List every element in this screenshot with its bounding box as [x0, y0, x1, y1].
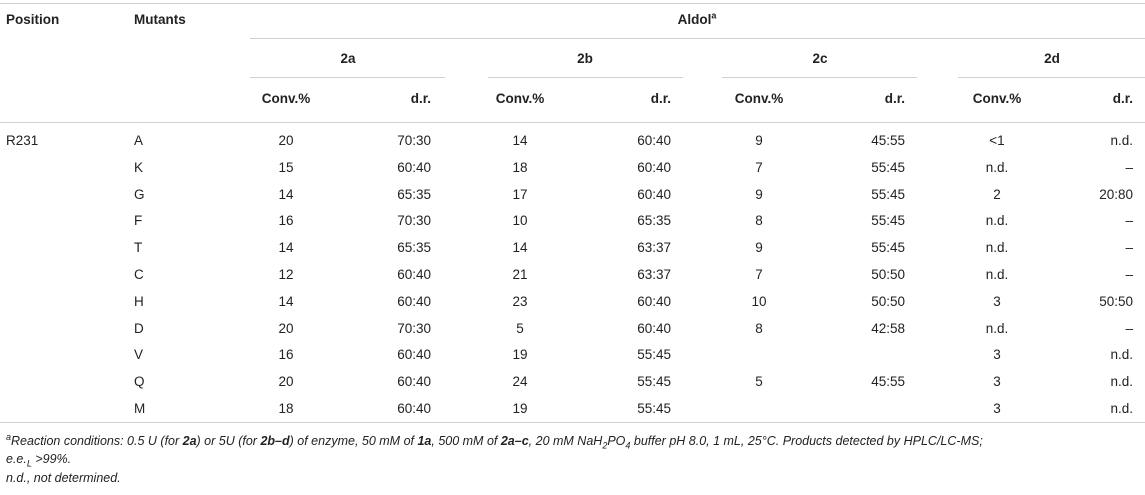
conv-cell-2b: 5	[516, 320, 524, 336]
conv-cell-2d: 2	[993, 186, 1001, 202]
conv-header-2c: Conv.%	[734, 91, 784, 106]
dr-cell-2b: 55:45	[637, 374, 671, 390]
conv-cell-2a: 15	[278, 159, 294, 175]
position-value: R231	[6, 133, 39, 148]
dr-cell-2c: 45:55	[871, 374, 905, 390]
dr-cell-2d: n.d.	[1110, 347, 1133, 363]
conv-cell-2b: 14	[512, 240, 528, 256]
header-aldol-sup: a	[711, 10, 717, 21]
conv-cell-2c: 8	[755, 213, 763, 229]
dr-cell-2c: 45:55	[871, 133, 905, 148]
dr-header-2c: d.r.	[884, 91, 905, 106]
conv-header-2b: Conv.%	[495, 91, 545, 106]
footnote-sub: 4	[625, 440, 631, 451]
footnote-text: PO	[607, 434, 626, 448]
dr-cell-2d: n.d.	[1110, 133, 1133, 148]
footnote-bold: 2b–d	[260, 434, 290, 448]
conv-header-2a: Conv.%	[261, 91, 311, 106]
dr-cell-2a: 70:30	[397, 213, 431, 229]
header-mutants: Mutants	[134, 12, 186, 27]
group-rule-2a	[250, 77, 445, 78]
dr-cell-2b: 63:37	[637, 267, 671, 282]
conv-cell-2a: 12	[278, 267, 294, 282]
dr-cell-2b: 63:37	[637, 240, 671, 256]
mutant-cell: C	[134, 267, 144, 282]
conv-cell-2a: 14	[278, 186, 294, 202]
dr-cell-2b: 60:40	[637, 186, 671, 202]
footnote-text: ) or 5U (for	[196, 434, 261, 448]
conv-cell-2b: 21	[512, 267, 528, 282]
dr-cell-2d: 50:50	[1099, 293, 1133, 309]
dr-header-2b: d.r.	[650, 91, 671, 106]
dr-cell-2a: 60:40	[397, 159, 431, 175]
footnote-line-3: n.d., not determined.	[6, 471, 121, 485]
footnote-line-1	[6, 433, 983, 449]
dr-cell-2d: –	[1125, 267, 1133, 282]
conv-cell-2d: <1	[989, 133, 1005, 148]
group-rule-2c	[722, 77, 917, 78]
group-rule-2d	[958, 77, 1145, 78]
mutant-cell: G	[134, 186, 145, 202]
footnote-sub: L	[26, 458, 32, 469]
conv-cell-2b: 23	[512, 293, 528, 309]
dr-cell-2c: 55:45	[871, 213, 905, 229]
footnote-text: , 20 mM NaH	[528, 434, 603, 448]
dr-cell-2b: 60:40	[637, 320, 671, 336]
footnote-bold: 2a	[182, 434, 197, 448]
conv-header-2d: Conv.%	[972, 91, 1022, 106]
group-rule-2b	[488, 77, 683, 78]
conv-cell-2d: 3	[993, 293, 1001, 309]
dr-cell-2a: 60:40	[397, 401, 431, 416]
dr-cell-2d: n.d.	[1110, 401, 1133, 416]
conv-cell-2d: n.d.	[985, 159, 1009, 175]
dr-cell-2c: 42:58	[871, 320, 905, 336]
mutant-cell: F	[134, 213, 143, 229]
dr-cell-2d: –	[1125, 320, 1133, 336]
conv-cell-2d: 3	[993, 374, 1001, 390]
footnote-text: >99%.	[31, 452, 72, 466]
conv-cell-2b: 17	[512, 186, 528, 202]
conv-cell-2d: n.d.	[985, 240, 1009, 256]
mutant-cell: K	[134, 159, 144, 175]
group-header-2c: 2c	[812, 51, 828, 66]
conv-cell-2c: 7	[755, 267, 763, 282]
header-aldol	[678, 12, 717, 28]
body-bottom-rule	[0, 422, 1145, 423]
conv-cell-2c: 8	[755, 320, 763, 336]
footnote-text: Reaction conditions: 0.5 U (for	[11, 434, 183, 448]
dr-cell-2d: –	[1125, 240, 1133, 256]
dr-cell-2b: 60:40	[637, 293, 671, 309]
group-header-2b: 2b	[577, 51, 593, 66]
dr-cell-2a: 60:40	[397, 293, 431, 309]
footnote-sub: 2	[602, 440, 608, 451]
conv-cell-2d: 3	[993, 347, 1001, 363]
dr-cell-2c: 55:45	[871, 159, 905, 175]
conv-cell-2d: 3	[993, 401, 1001, 416]
dr-cell-2a: 60:40	[397, 374, 431, 390]
conv-cell-2a: 14	[278, 293, 294, 309]
header-aldol-text: Aldol	[677, 12, 712, 27]
conv-cell-2b: 18	[512, 159, 528, 175]
header-position: Position	[6, 12, 60, 27]
top-rule	[0, 3, 1145, 4]
dr-cell-2d: 20:80	[1099, 186, 1133, 202]
dr-cell-2d: –	[1125, 159, 1133, 175]
footnote-bold: 2a–c	[500, 434, 529, 448]
footnote-text: , 500 mM of	[431, 434, 501, 448]
conv-cell-2a: 20	[278, 320, 294, 336]
footnote-bold: 1a	[417, 434, 432, 448]
mutant-cell: D	[134, 320, 144, 336]
dr-cell-2b: 60:40	[637, 133, 671, 148]
dr-cell-2a: 60:40	[397, 267, 431, 282]
footnote-text: ) of enzyme, 50 mM of	[289, 434, 418, 448]
mutant-cell: V	[134, 347, 144, 363]
conv-cell-2c: 7	[755, 159, 763, 175]
mutant-cell: T	[134, 240, 143, 256]
dr-cell-2b: 60:40	[637, 159, 671, 175]
group-header-2a: 2a	[340, 51, 356, 66]
dr-cell-2b: 55:45	[637, 401, 671, 416]
conv-cell-2b: 24	[512, 374, 528, 390]
conv-cell-2a: 18	[278, 401, 294, 416]
aldol-rule	[250, 38, 1145, 39]
dr-cell-2a: 65:35	[397, 240, 431, 256]
mutant-cell: M	[134, 401, 146, 416]
footnote-sup: a	[6, 431, 12, 442]
dr-cell-2a: 60:40	[397, 347, 431, 363]
conv-cell-2a: 20	[278, 374, 294, 390]
footnote-line-2	[6, 451, 71, 467]
dr-cell-2c: 50:50	[871, 293, 905, 309]
mutant-cell: A	[134, 133, 144, 148]
group-header-2d: 2d	[1044, 51, 1060, 66]
dr-cell-2a: 65:35	[397, 186, 431, 202]
footnote-text: buffer pH 8.0, 1 mL, 25°C. Products detected by HPLC/LC-MS;	[630, 434, 983, 448]
dr-cell-2b: 65:35	[637, 213, 671, 229]
dr-cell-2d: n.d.	[1110, 374, 1133, 390]
conv-cell-2b: 19	[512, 401, 528, 416]
dr-cell-2b: 55:45	[637, 347, 671, 363]
conv-cell-2a: 20	[278, 133, 294, 148]
dr-header-2a: d.r.	[410, 91, 431, 106]
dr-cell-2c: 55:45	[871, 186, 905, 202]
dr-header-2d: d.r.	[1112, 91, 1133, 106]
header-bottom-rule	[0, 122, 1145, 123]
conv-cell-2c: 10	[751, 293, 767, 309]
conv-cell-2c: 9	[755, 133, 763, 148]
conv-cell-2a: 16	[278, 347, 294, 363]
conv-cell-2c: 9	[755, 186, 763, 202]
conv-cell-2c: 5	[755, 374, 763, 390]
conv-cell-2b: 19	[512, 347, 528, 363]
dr-cell-2a: 70:30	[397, 133, 431, 148]
conv-cell-2d: n.d.	[985, 267, 1009, 282]
conv-cell-2d: n.d.	[985, 213, 1009, 229]
conv-cell-2b: 14	[512, 133, 528, 148]
conv-cell-2d: n.d.	[985, 320, 1009, 336]
footnote-text: e.e.	[6, 452, 27, 466]
dr-cell-2a: 70:30	[397, 320, 431, 336]
conv-cell-2a: 16	[278, 213, 294, 229]
dr-cell-2c: 55:45	[871, 240, 905, 256]
conv-cell-2b: 10	[512, 213, 528, 229]
mutant-cell: Q	[134, 374, 145, 390]
dr-cell-2c: 50:50	[871, 267, 905, 282]
conv-cell-2a: 14	[278, 240, 294, 256]
conv-cell-2c: 9	[755, 240, 763, 256]
dr-cell-2d: –	[1125, 213, 1133, 229]
mutant-cell: H	[134, 293, 144, 309]
